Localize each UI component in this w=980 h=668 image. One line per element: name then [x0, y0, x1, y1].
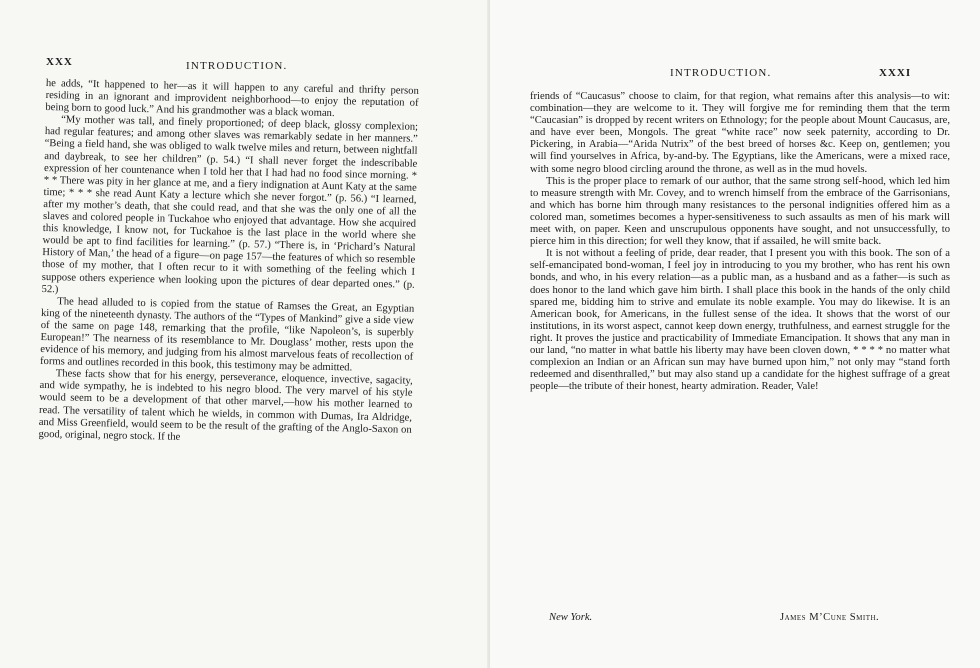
paragraph: This is the proper place to remark of our author, that the same strong self-hood, which led him to measure strength with Mr. Covey, and to wrench himself from the embrace of the Garrisonians, and which has borne him through many resistances to the personal indignities offered him as a colored man, sometimes becomes a hyper-sensitiveness to such assaults as men of his mark will meet with, on paper. Keen and unscrupulous opponents have sought, and not unsuccessfully, to pierce him in this direction; for well they know, that if assailed, he will smite back. [530, 175, 950, 248]
left-page-number: XXX [46, 56, 73, 68]
paragraph: friends of “Caucasus” choose to claim, for that region, what remains after this analysis—to wit: combination—they are welcome to it. They will forgive me for reminding them that the term “Caucasian” is dropped by recent writers on Ethnology; for the people about Mount Caucasus, are, and have ever been, Mongols. The great “white race” now seek paternity, according to Dr. Pickering, in Arabia—“Arida Nutrix” of the best breed of horses &c. Keep on, gentlemen; you will find yourselves in Africa, by-and-by. The Egyptians, like the Americans, were a mixed race, with some negro blood circling around the throne, as well as in the mud hovels. [530, 91, 950, 175]
right-page-number: XXXI [879, 67, 912, 79]
paragraph: These facts show that for his energy, perseverance, eloquence, invective, sagacity, and wide sympathy, he is indebted to his negro blood. The very marvel of his style would seem to be a development of that other marvel,—how his mother learned to read. The versatility of talent which he wields, in common with Dumas, Ira Aldridge, and Miss Greenfield, would seem to be the result of the grafting of the Anglo-Saxon on good, original, negro stock. If the [38, 368, 413, 443]
right-page-body [530, 91, 950, 393]
signature-name: James M’Cune Smith. [780, 612, 880, 623]
left-page-body [38, 78, 419, 449]
paragraph: The head alluded to is copied from the statue of Ramses the Great, an Egyptian king of the nineteenth dynasty. The authors of the “Types of Mankind” give a side view of the same on page 148, remarking that the profile, “like Napoleon’s, is superbly European!” The nearness of its resemblance to Mr. Douglass’ mother, rests upon the evidence of his memory, and judging from his almost marvelous feats of recollection of forms and outlines recorded in this book, this testimony may be admitted. [39, 295, 415, 374]
right-page [490, 0, 980, 668]
left-running-title: INTRODUCTION. [186, 60, 288, 72]
paragraph: “My mother was tall, and finely proportioned; of deep black, glossy complexion; had regular features; and among other slaves was remarkably sedate in her manners.” “Being a field hand, she was obliged to walk twelve miles and return, between nightfall and daybreak, to see her children” (p. 54.) “I shall never forget the indescribable expression of her countenance when I told her that I had had no food since morning. * * * There was pity in her glance at me, and a fiery indignation at Aunt Katy at the same time; * * * she read Aunt Katy a lecture which she never forgot.” (p. 56.) “I learned, after my mother’s death, that she could read, and that she was the only one of all the slaves and colored people in Tuckahoe who enjoyed that advantage. How she acquired this knowledge, I know not, for Tuckahoe is the last place in the world where she would be apt to find facilities for learning.” (p. 57.) “There is, in ‘Prichard’s Natural History of Man,’ the head of a figure—on page 157—the features of which so resemble those of my mother, that I often recur to it with something of the feeling which I suppose others experience when looking upon the pictures of dear departed ones.” (p. 52.) [41, 114, 419, 295]
paragraph: It is not without a feeling of pride, dear reader, that I present you with this book. The son of a self-emancipated bond-woman, I feel joy in introducing to you my brother, who has rent his own bonds, and who, in his every relation—as a public man, as a husband and as a father—is such as does honor to the land which gave him birth. I shall place this book in the hands of the only child spared me, bidding him to strive and emulate its noble example. You may do likewise. It is an American book, for Americans, in the fullest sense of the idea. It shows that the worst of our institutions, in its worst aspect, cannot keep down energy, truthfulness, and earnest struggle for the right. It proves the justice and practicability of Immediate Emancipation. It shows that any man in our land, “no matter in what battle his liberty may have been cloven down, * * * * no matter what complexion an Indian or an African sun may have burned upon him,” not only may “stand forth redeemed and disenthralled,” but may also stand up a candidate for the highest suffrage of a great people—the tribute of their honest, hearty admiration. Reader, Vale! [530, 248, 950, 393]
paragraph: he adds, “It happened to her—as it will happen to any careful and thrifty person residing in an ignorant and improvident neighborhood—to enjoy the reputation of being born to good luck.” And his grandmother was a black woman. [45, 78, 419, 120]
right-running-title: INTRODUCTION. [670, 67, 772, 79]
signature-place: New York. [549, 612, 593, 623]
